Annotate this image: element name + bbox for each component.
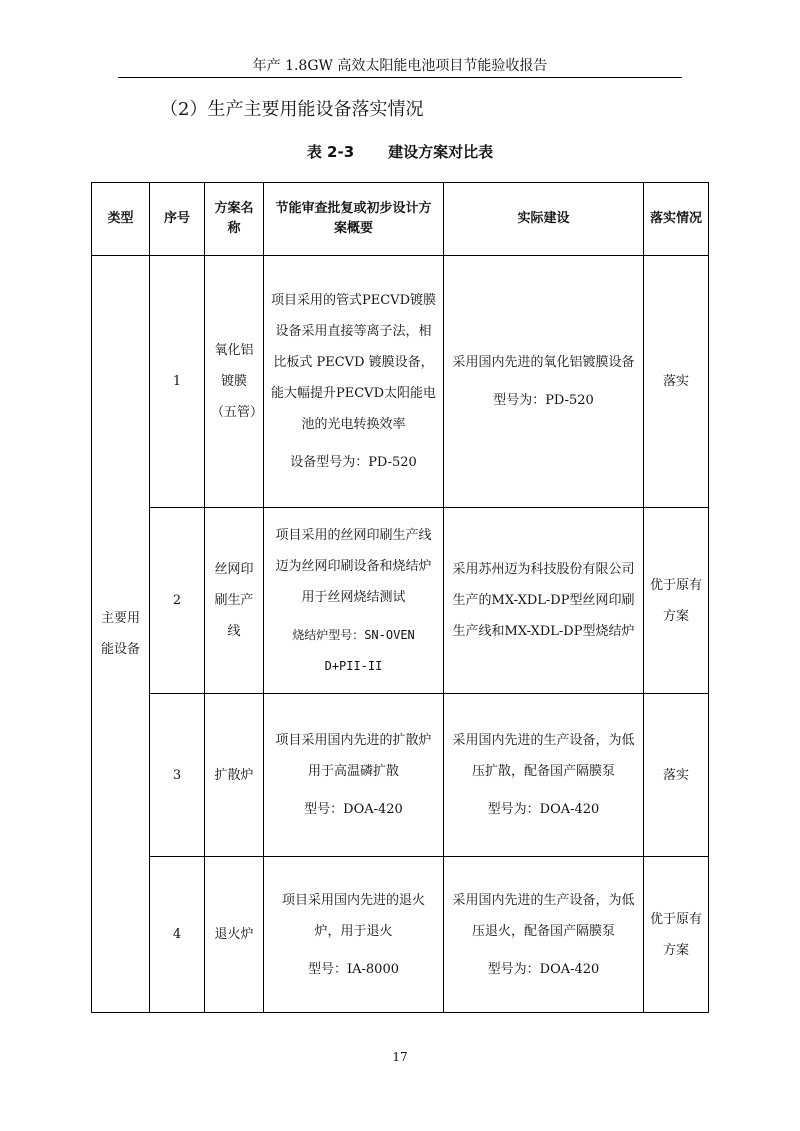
actual-cell xyxy=(444,508,644,694)
plan-model: 型号：DOA-420 xyxy=(304,802,403,817)
actual-model: 型号为：PD-520 xyxy=(493,393,594,408)
category-cell: 主要用能设备 xyxy=(92,256,150,1013)
table-caption-number: 表 2-3 xyxy=(306,143,355,161)
actual-cell xyxy=(444,694,644,857)
plan-cell xyxy=(264,508,444,694)
plan-model: 型号：IA-8000 xyxy=(307,961,399,977)
table-row xyxy=(92,857,709,1013)
column-header-status: 落实情况 xyxy=(644,183,709,256)
comparison-table xyxy=(91,182,709,1013)
plan-cell xyxy=(264,857,444,1013)
actual-model: 型号为：DOA-420 xyxy=(487,802,600,817)
actual-text: 采用苏州迈为科技股份有限公司生产的MX-XDL-DP型丝网印刷生产线和MX-XDL-DP型烧结炉 xyxy=(452,562,635,639)
table-header-row xyxy=(92,183,709,256)
running-header: 年产 1.8GW 高效太阳能电池项目节能验收报告 xyxy=(252,58,548,74)
column-header-name: 方案名称 xyxy=(205,183,264,256)
plan-text: 项目采用的管式PECVD镀膜设备采用直接等离子法，相比板式 PECVD 镀膜设备，能大幅提升PECVD太阳能电池的光电转换效率 xyxy=(271,293,436,432)
seq-cell: 4 xyxy=(150,857,205,1013)
status-cell: 优于原有方案 xyxy=(644,508,709,694)
column-header-plan: 节能审查批复或初步设计方案概要 xyxy=(264,183,444,256)
section-heading: （2）生产主要用能设备落实情况 xyxy=(160,99,424,120)
scheme-name-cell: 扩散炉 xyxy=(205,694,264,857)
actual-model: 型号为：DOA-420 xyxy=(487,961,600,977)
seq-cell: 1 xyxy=(150,256,205,508)
plan-cell xyxy=(264,694,444,857)
plan-model: 设备型号为：PD-520 xyxy=(290,455,417,470)
scheme-name-cell: 氧化铝镀膜（五管） xyxy=(205,256,264,508)
plan-text: 项目采用国内先进的退火炉，用于退火 xyxy=(281,892,425,939)
table-caption xyxy=(0,141,800,163)
scheme-name-cell: 退火炉 xyxy=(205,857,264,1013)
table-caption-title: 建设方案对比表 xyxy=(388,143,494,161)
plan-model: 烧结炉型号：SN-OVEN D+PII-II xyxy=(292,627,415,673)
page-number: 17 xyxy=(392,1050,408,1064)
actual-text: 采用国内先进的氧化铝镀膜设备 xyxy=(452,355,635,370)
seq-cell: 3 xyxy=(150,694,205,857)
plan-text: 项目采用国内先进的扩散炉用于高温磷扩散 xyxy=(275,733,432,779)
table-row xyxy=(92,508,709,694)
column-header-type: 类型 xyxy=(92,183,150,256)
table-row xyxy=(92,694,709,857)
seq-cell: 2 xyxy=(150,508,205,694)
actual-text: 采用国内先进的生产设备，为低压退火，配备国产隔膜泵 xyxy=(452,892,635,939)
actual-cell xyxy=(444,857,644,1013)
table-row xyxy=(92,256,709,508)
column-header-actual: 实际建设 xyxy=(444,183,644,256)
status-cell: 落实 xyxy=(644,256,709,508)
actual-cell xyxy=(444,256,644,508)
status-cell: 优于原有方案 xyxy=(644,857,709,1013)
status-cell: 落实 xyxy=(644,694,709,857)
plan-cell xyxy=(264,256,444,508)
plan-text: 项目采用的丝网印刷生产线迈为丝网印刷设备和烧结炉用于丝网烧结测试 xyxy=(275,527,432,605)
header-rule xyxy=(118,77,682,78)
column-header-seq: 序号 xyxy=(150,183,205,256)
actual-text: 采用国内先进的生产设备，为低压扩散，配备国产隔膜泵 xyxy=(452,733,635,779)
scheme-name-cell: 丝网印刷生产线 xyxy=(205,508,264,694)
